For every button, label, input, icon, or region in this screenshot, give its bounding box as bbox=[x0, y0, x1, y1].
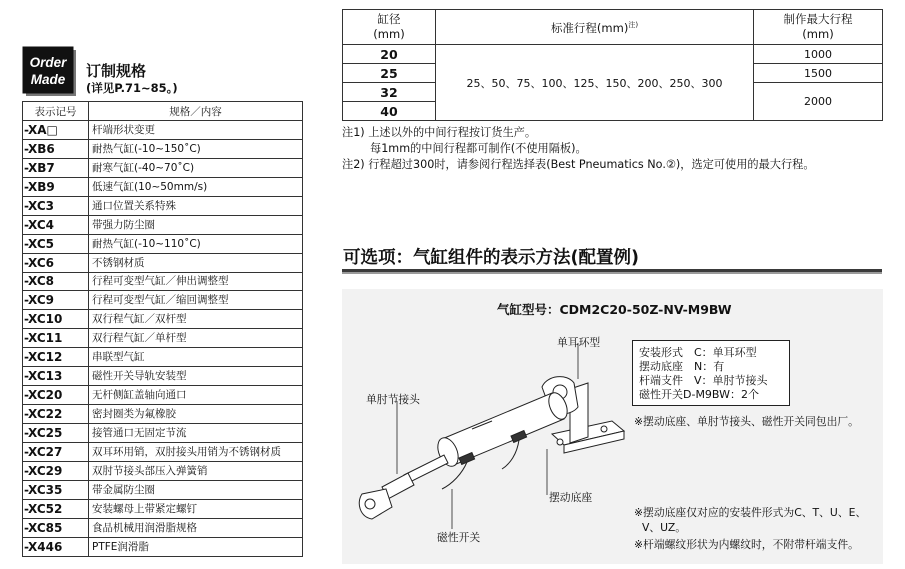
spec-row bbox=[23, 139, 303, 158]
header-std-text: 标准行程(mm) bbox=[550, 20, 629, 35]
spec-desc: 耐热气缸(-10~150˚C) bbox=[89, 139, 303, 158]
callout-clevis: 单耳环型 bbox=[557, 336, 601, 349]
spec-row bbox=[23, 405, 303, 424]
spec-row bbox=[23, 158, 303, 177]
note-1b: 每1mm的中间行程都可制作(不使用隔板)。 bbox=[370, 142, 587, 155]
spec-row bbox=[23, 329, 303, 348]
spec-desc: 安装螺母上带紧定螺钉 bbox=[89, 499, 303, 518]
spec-desc: 低速气缸(10~50mm/s) bbox=[89, 177, 303, 196]
spec-code: -XC25 bbox=[23, 424, 89, 443]
spec-code: -XC9 bbox=[23, 291, 89, 310]
spec-row bbox=[23, 518, 303, 537]
heading-rule-shadow bbox=[342, 272, 882, 274]
max-stroke-cell: 1000 bbox=[754, 45, 883, 64]
spec-code: -XA□ bbox=[23, 121, 89, 140]
model-label: 气缸型号：CDM2C20-50Z-NV-M9BW bbox=[497, 302, 732, 317]
spec-code: -XC12 bbox=[23, 348, 89, 367]
spec-code: -XC13 bbox=[23, 367, 89, 386]
bore-cell: 32 bbox=[343, 83, 436, 102]
spec-code: -X446 bbox=[23, 537, 89, 556]
spec-code: -XB6 bbox=[23, 139, 89, 158]
spec-code: -XC5 bbox=[23, 234, 89, 253]
spec-code: -XB7 bbox=[23, 158, 89, 177]
header-bore-line1: 缸径 bbox=[377, 12, 401, 26]
spec-code: -XC27 bbox=[23, 442, 89, 461]
spec-desc: 耐寒气缸(-40~70˚C) bbox=[89, 158, 303, 177]
spec-row bbox=[23, 386, 303, 405]
spec-code: -XC3 bbox=[23, 196, 89, 215]
bore-cell: 20 bbox=[343, 45, 436, 64]
badge-line2: Made bbox=[30, 72, 66, 87]
spec-code: -XC52 bbox=[23, 499, 89, 518]
standard-stroke-cell: 25、50、75、100、125、150、200、250、300 bbox=[436, 45, 754, 121]
spec-desc: 密封圈类为氟橡胶 bbox=[89, 405, 303, 424]
spec-desc: 行程可变型气缸／缩回调整型 bbox=[89, 291, 303, 310]
spec-code: -XC85 bbox=[23, 518, 89, 537]
note-1a: 注1) 上述以外的中间行程按订货生产。 bbox=[342, 126, 537, 139]
spec-row bbox=[23, 480, 303, 499]
spec-row bbox=[23, 291, 303, 310]
spec-row bbox=[23, 177, 303, 196]
cylinder-body bbox=[434, 390, 571, 469]
note-2: 注2) 行程超过300时，请参阅行程选择表(Best Pneumatics No.②)，选定可使用的最大行程。 bbox=[342, 158, 815, 171]
bottom-note-1a: ※摆动底座仅对应的安装件形式为C、T、U、E、 bbox=[634, 506, 867, 519]
spec-desc: PTFE润滑脂 bbox=[89, 537, 303, 556]
spec-row bbox=[23, 234, 303, 253]
spec-row bbox=[23, 424, 303, 443]
spec-desc: 双耳环用销，双肘接头用销为不锈钢材质 bbox=[89, 442, 303, 461]
spec-row bbox=[23, 310, 303, 329]
spec-row bbox=[23, 461, 303, 480]
max-stroke-cell: 1500 bbox=[754, 64, 883, 83]
order-spec-table bbox=[22, 101, 303, 557]
spec-row bbox=[23, 196, 303, 215]
spec-desc: 磁性开关导轨安装型 bbox=[89, 367, 303, 386]
order-made-badge bbox=[22, 46, 78, 98]
spec-desc: 双肘节接头部压入弹簧销 bbox=[89, 461, 303, 480]
spec-row bbox=[23, 348, 303, 367]
spec-code: -XB9 bbox=[23, 177, 89, 196]
bottom-note-2: ※杆端螺纹形状为内螺纹时，不附带杆端支件。 bbox=[634, 538, 859, 551]
header-max-line1: 制作最大行程 bbox=[783, 12, 853, 26]
spec-row bbox=[23, 442, 303, 461]
callout-knuckle: 单肘节接头 bbox=[366, 393, 420, 406]
spec-header-desc: 规格／内容 bbox=[89, 102, 303, 121]
max-stroke-cell: 2000 bbox=[754, 83, 883, 121]
spec-code: -XC10 bbox=[23, 310, 89, 329]
spec-code: -XC11 bbox=[23, 329, 89, 348]
spec-desc: 双行程气缸／双杆型 bbox=[89, 310, 303, 329]
header-bore-line2: (mm) bbox=[373, 27, 405, 41]
spec-desc: 不锈钢材质 bbox=[89, 253, 303, 272]
callout-pivot: 摆动底座 bbox=[549, 491, 593, 504]
spec-code: -XC6 bbox=[23, 253, 89, 272]
spec-desc: 无杆侧缸盖轴向通口 bbox=[89, 386, 303, 405]
options-title: 可选项：气缸组件的表示方法(配置例) bbox=[343, 248, 639, 268]
spec-row bbox=[23, 253, 303, 272]
info-note: ※摆动底座、单肘节接头、磁性开关同包出厂。 bbox=[634, 415, 859, 428]
spec-code: -XC35 bbox=[23, 480, 89, 499]
order-made-title: 订制规格 bbox=[86, 62, 147, 80]
spec-desc: 双行程气缸／单杆型 bbox=[89, 329, 303, 348]
bore-cell: 25 bbox=[343, 64, 436, 83]
order-made-subtitle: (详见P.71~85。) bbox=[86, 81, 178, 95]
header-max-line2: (mm) bbox=[802, 27, 834, 41]
spec-row bbox=[23, 367, 303, 386]
spec-desc: 通口位置关系特殊 bbox=[89, 196, 303, 215]
knuckle-joint bbox=[359, 489, 392, 519]
header-std-note: 注) bbox=[628, 21, 639, 30]
spec-desc: 杆端形状变更 bbox=[89, 121, 303, 140]
spec-row bbox=[23, 537, 303, 556]
info-line-rod: 杆端支件 V：单肘节接头 bbox=[639, 374, 768, 387]
spec-row bbox=[23, 121, 303, 140]
spec-desc: 食品机械用润滑脂规格 bbox=[89, 518, 303, 537]
info-line-mount: 安装形式 C：单耳环型 bbox=[639, 346, 757, 359]
stroke-table bbox=[342, 9, 883, 121]
spec-desc: 串联型气缸 bbox=[89, 348, 303, 367]
info-line-pivot: 摆动底座 N：有 bbox=[639, 360, 725, 373]
spec-desc: 行程可变型气缸／伸出调整型 bbox=[89, 272, 303, 291]
spec-desc: 接管通口无固定节流 bbox=[89, 424, 303, 443]
spec-header-code: 表示记号 bbox=[23, 102, 89, 121]
info-line-switch: 磁性开关D-M9BW：2个 bbox=[639, 388, 759, 401]
spec-code: -XC20 bbox=[23, 386, 89, 405]
bottom-note-1b: V、UZ。 bbox=[642, 521, 687, 534]
cylinder-illustration bbox=[342, 289, 642, 564]
stroke-header-bore bbox=[343, 10, 436, 45]
spec-code: -XC8 bbox=[23, 272, 89, 291]
spec-code: -XC4 bbox=[23, 215, 89, 234]
bore-cell: 40 bbox=[343, 102, 436, 121]
stroke-header-max bbox=[754, 10, 883, 45]
piston-rod bbox=[382, 455, 448, 499]
badge-line1: Order bbox=[29, 55, 67, 70]
spec-code: -XC22 bbox=[23, 405, 89, 424]
callout-switch: 磁性开关 bbox=[437, 531, 481, 544]
spec-desc: 耐热气缸(-10~110˚C) bbox=[89, 234, 303, 253]
spec-row bbox=[23, 499, 303, 518]
spec-desc: 带强力防尘圈 bbox=[89, 215, 303, 234]
spec-row bbox=[23, 215, 303, 234]
stroke-header-standard bbox=[436, 10, 754, 45]
spec-row bbox=[23, 272, 303, 291]
spec-desc: 带金属防尘圈 bbox=[89, 480, 303, 499]
spec-code: -XC29 bbox=[23, 461, 89, 480]
